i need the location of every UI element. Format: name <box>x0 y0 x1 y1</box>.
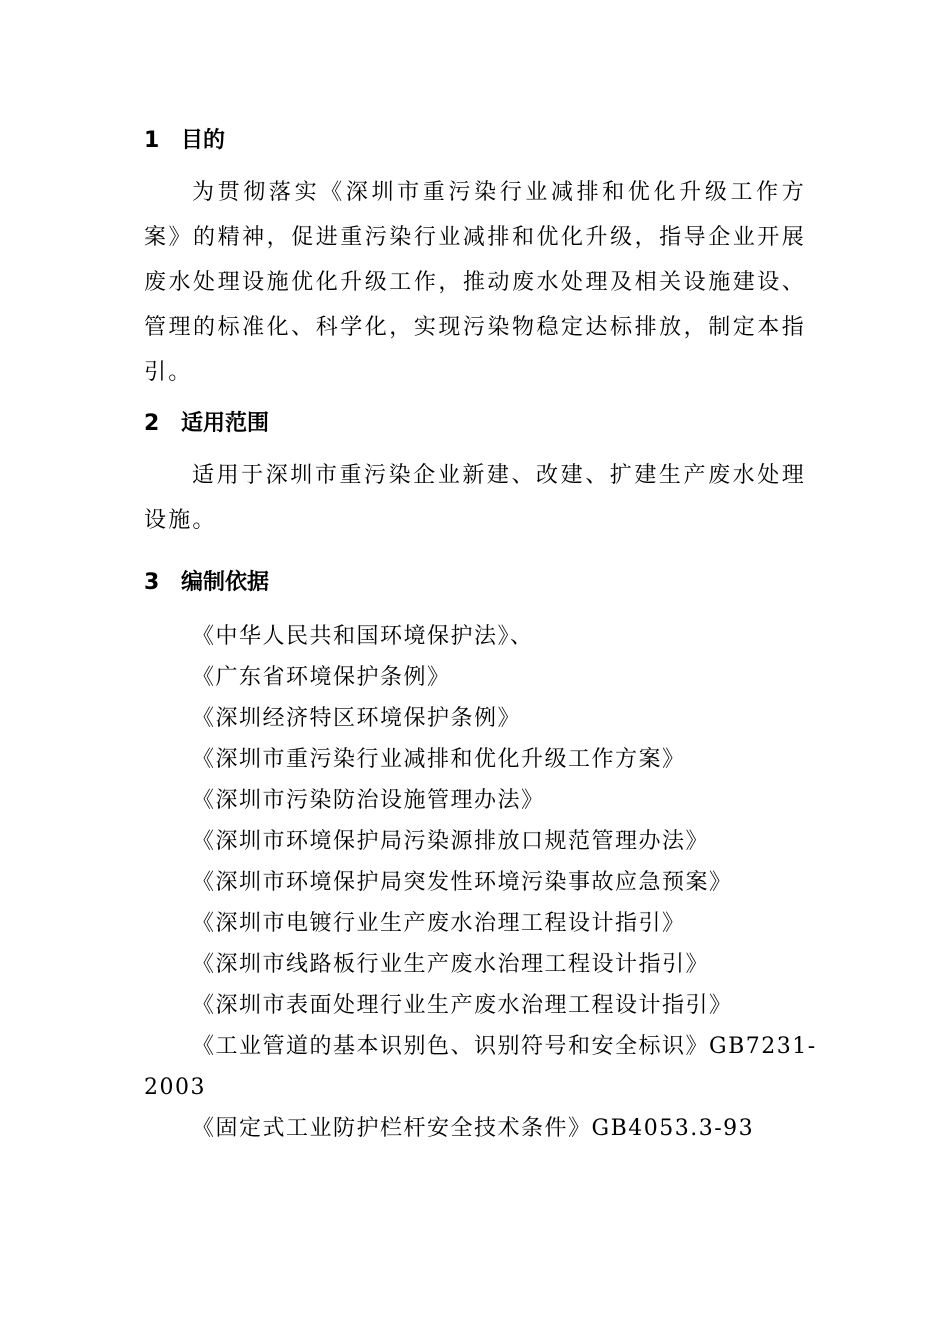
reference-item: 《广东省环境保护条例》 <box>192 665 451 690</box>
section-title: 适用范围 <box>181 411 270 436</box>
reference-item: 《深圳市重污染行业减排和优化升级工作方案》 <box>192 747 686 772</box>
reference-item: 《固定式工业防护栏杆安全技术条件》GB4053.3-93 <box>192 1116 755 1141</box>
reference-item: 《深圳市环境保护局污染源排放口规范管理办法》 <box>192 829 710 854</box>
section-number: 1 <box>144 128 160 153</box>
reference-item: 《深圳市环境保护局突发性环境污染事故应急预案》 <box>192 870 733 895</box>
section-title: 编制依据 <box>181 570 270 595</box>
section-heading-scope <box>144 409 269 439</box>
reference-item: 《深圳市污染防治设施管理办法》 <box>192 788 545 813</box>
section-number: 3 <box>144 570 160 595</box>
reference-item: 《深圳市电镀行业生产废水治理工程设计指引》 <box>192 911 686 936</box>
reference-item-continuation: 2003 <box>144 1075 206 1100</box>
scope-paragraph: 适用于深圳市重污染企业新建、改建、扩建生产废水处理设施。 <box>144 463 806 533</box>
reference-item: 《中华人民共和国环境保护法》、 <box>192 624 534 649</box>
reference-item: 《工业管道的基本识别色、识别符号和安全标识》GB7231- <box>192 1034 817 1059</box>
section-number: 2 <box>144 411 160 436</box>
section-heading-purpose <box>144 126 225 156</box>
section-title: 目的 <box>181 128 226 153</box>
reference-item: 《深圳市线路板行业生产废水治理工程设计指引》 <box>192 952 710 977</box>
purpose-paragraph: 为贯彻落实《深圳市重污染行业减排和优化升级工作方案》的精神，促进重污染行业减排和优化升级，指导企业开展废水处理设施优化升级工作，推动废水处理及相关设施建设、管理的标准化、科学化，实现污染物稳定达标排放，制定本指引。 <box>144 180 806 385</box>
reference-item: 《深圳经济特区环境保护条例》 <box>192 706 522 731</box>
reference-item: 《深圳市表面处理行业生产废水治理工程设计指引》 <box>192 993 733 1018</box>
section-heading-basis <box>144 568 269 598</box>
